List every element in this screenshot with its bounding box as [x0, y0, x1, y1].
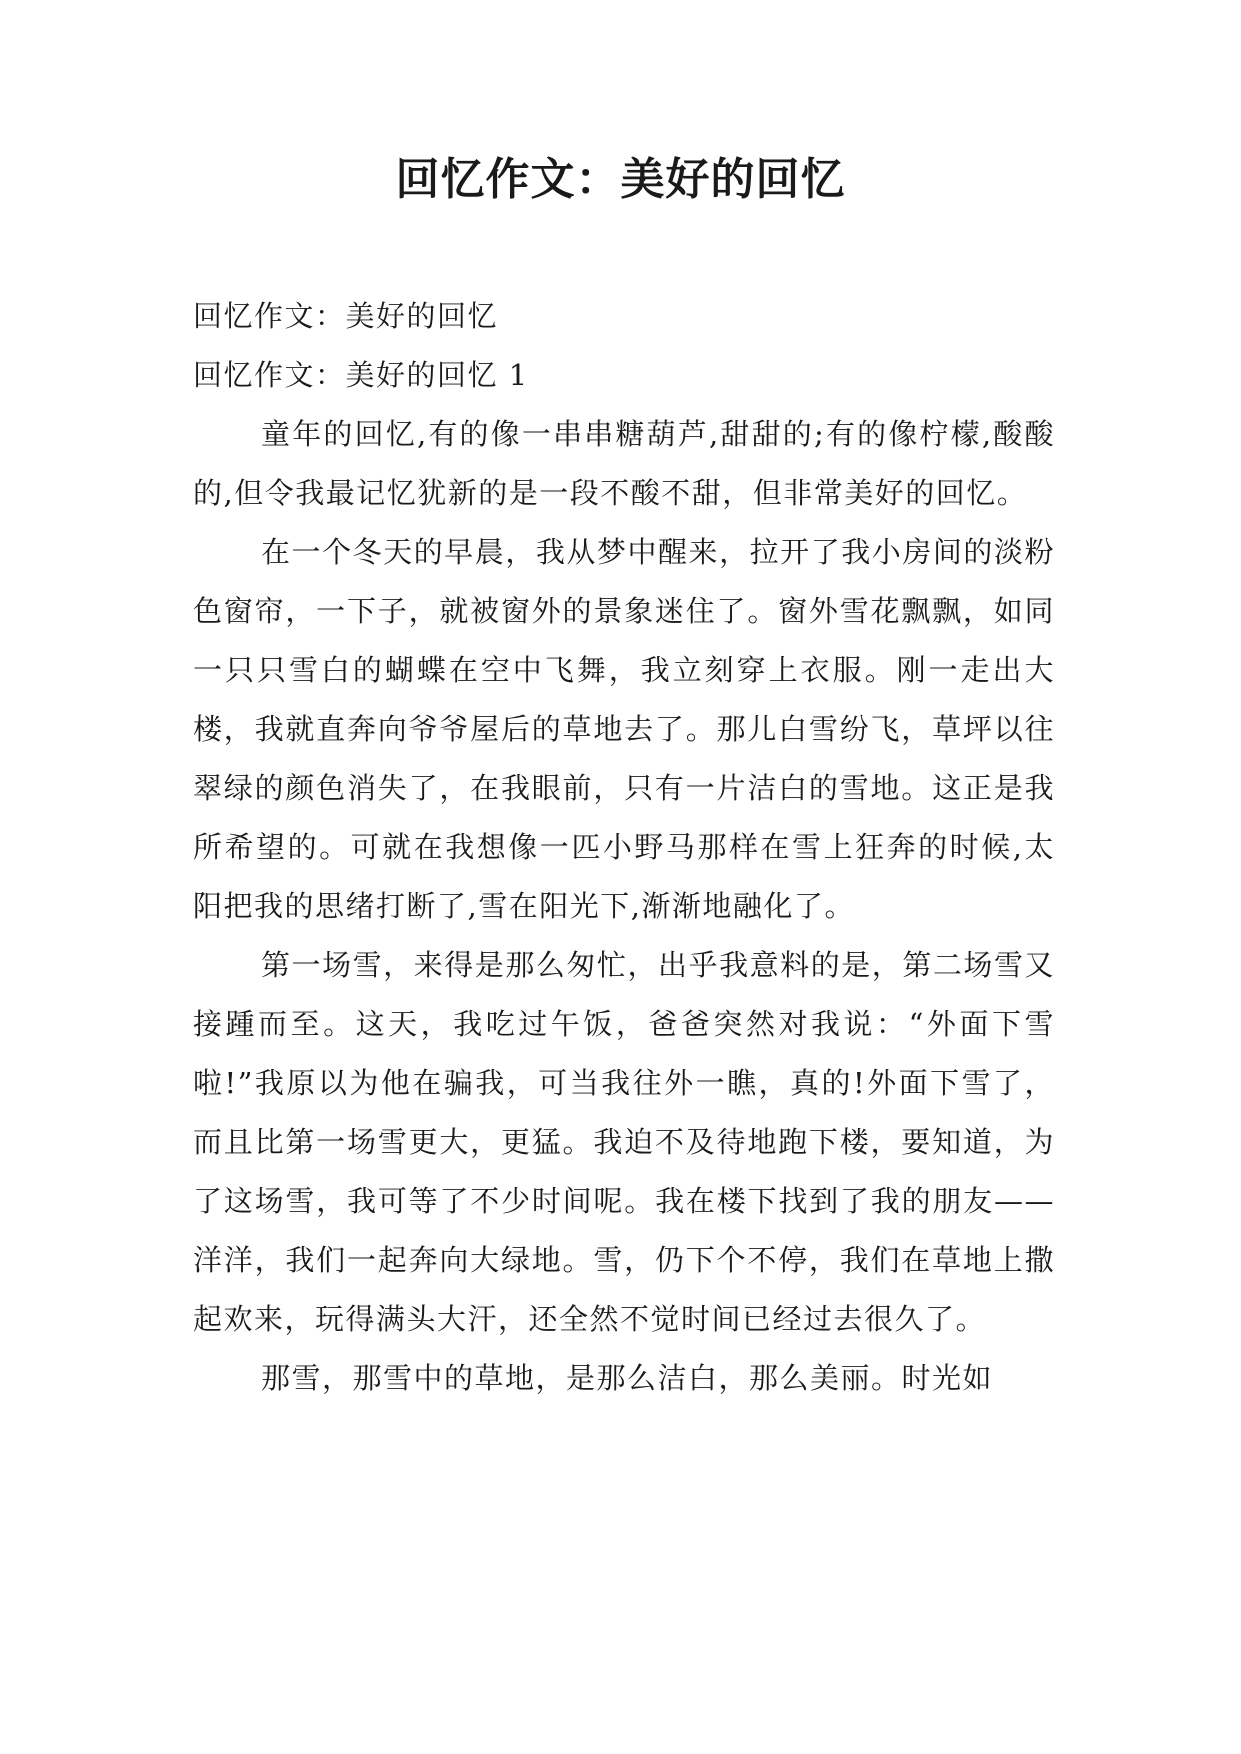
section-heading: 回忆作文：美好的回忆 1: [193, 358, 529, 392]
subtitle-line: 回忆作文：美好的回忆: [193, 299, 499, 333]
paragraph-1: 童年的回忆,有的像一串串糖葫芦,甜甜的;有的像柠檬,酸酸的,但令我最记忆犹新的是一段不酸不甜，但非常美好的回忆。: [193, 417, 1055, 510]
paragraph-4: 那雪，那雪中的草地，是那么洁白，那么美丽。时光如: [261, 1361, 994, 1395]
document-body: [193, 287, 1055, 1408]
paragraph-2: 在一个冬天的早晨，我从梦中醒来，拉开了我小房间的淡粉色窗帘，一下子，就被窗外的景象迷住了。窗外雪花飘飘，如同一只只雪白的蝴蝶在空中飞舞，我立刻穿上衣服。刚一走出大楼，我就直奔向爷爷屋后的草地去了。那儿白雪纷飞，草坪以往翠绿的颜色消失了，在我眼前，只有一片洁白的雪地。这正是我所希望的。可就在我想像一匹小野马那样在雪上狂奔的时候,太阳把我的思绪打断了,雪在阳光下,渐渐地融化了。: [193, 535, 1055, 923]
paragraph-3: 第一场雪，来得是那么匆忙，出乎我意料的是，第二场雪又接踵而至。这天，我吃过午饭，爸爸突然对我说：“外面下雪啦!”我原以为他在骗我，可当我往外一瞧，真的!外面下雪了，而且比第一场雪更大，更猛。我迫不及待地跑下楼，要知道，为了这场雪，我可等了不少时间呢。我在楼下找到了我的朋友——洋洋，我们一起奔向大绿地。雪，仍下个不停，我们在草地上撒起欢来，玩得满头大汗，还全然不觉时间已经过去很久了。: [193, 948, 1055, 1336]
document-title: 回忆作文：美好的回忆: [395, 154, 846, 205]
